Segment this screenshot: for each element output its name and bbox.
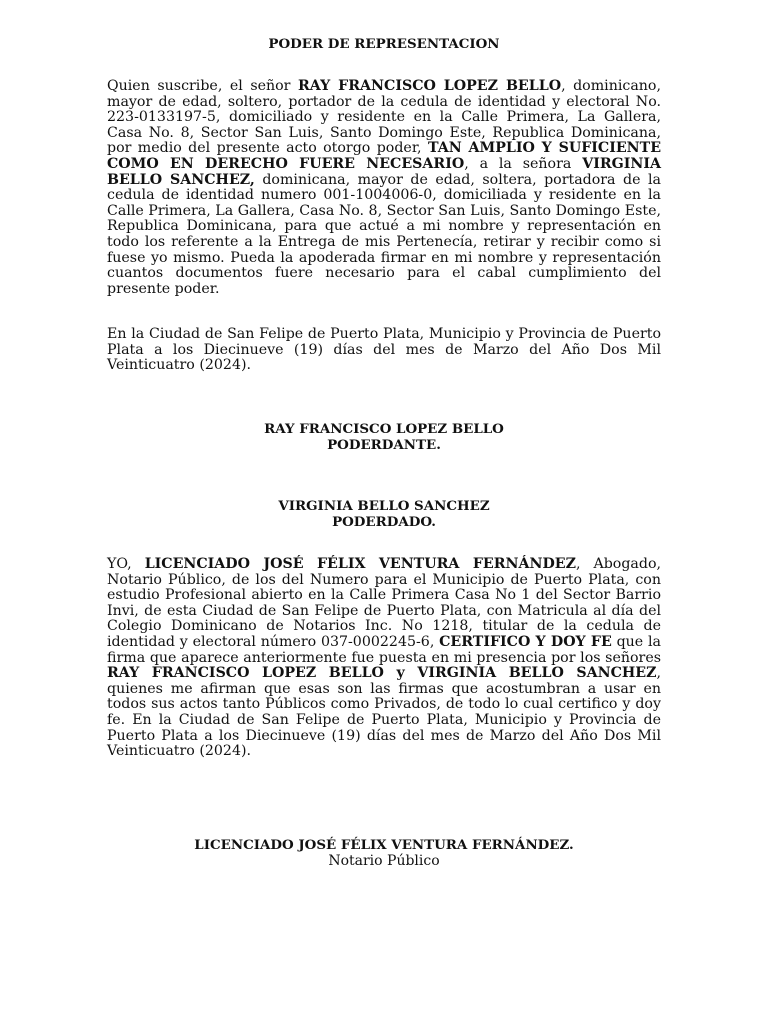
text-run: , quienes me afirman que esas son las firmas que acostumbran a usar en todos sus actos tanto Públicos como Privados, de todo lo cual certifico y doy fe. En la Ciudad de San Felipe de Puerto Plata, Municipio y Provincia de Puerto Plata a los Diecinueve (19) días del mes de Marzo del Año Dos Mil Veinticuatro (2024). (107, 665, 661, 760)
text-run: , Abogado, Notario Público, de los del Numero para el Municipio de Puerto Plata, con estudio Profesional abierto en la Calle Primera Casa No 1 del Sector Barrio Invi, de esta Ciudad de San Felipe de Puerto Plata, con Matricula al día del Colegio Dominicano de Notarios Inc. No 1218, titular de la cedula de identidad y electoral número 037-0002245-6, (107, 556, 661, 650)
power-of-attorney-paragraph (107, 79, 661, 297)
bold-text-run: CERTIFICO Y DOY FE (439, 633, 612, 650)
notary-name: LICENCIADO JOSÉ FÉLIX VENTURA FERNÁNDEZ. (194, 837, 574, 853)
attorney-name: VIRGINIA BELLO SANCHEZ (278, 498, 490, 514)
text-run: En la Ciudad de San Felipe de Puerto Plata, Municipio y Provincia de Puerto Plata a los Diecinueve (19) días del mes de Marzo del Año Dos Mil Veinticuatro (2024). (107, 326, 661, 374)
bold-text-run: VIRGINIA BELLO SANCHEZ, (107, 155, 661, 188)
text-run: Quien suscribe, el señor (107, 78, 298, 94)
signature-block-notary (0, 837, 768, 869)
attorney-role: PODERDADO. (332, 514, 436, 530)
notary-certification-paragraph (107, 557, 661, 760)
bold-text-run: RAY FRANCISCO LOPEZ BELLO y VIRGINIA BELLO SANCHEZ (107, 665, 657, 682)
signature-block-grantor (0, 421, 768, 453)
date-location-paragraph (107, 327, 661, 374)
grantor-name: RAY FRANCISCO LOPEZ BELLO (264, 421, 504, 437)
text-run: dominicana, mayor de edad, soltera, portadora de la cedula de identidad numero 001-1004006-0, domiciliada y residente en la Calle Primera, La Gallera, Casa No. 8, Sector San Luis, Santo Domingo Este, Republica Dominicana, para que actué a mi nombre y representación en todo los referente a la Entrega de mis Pertenecía, retirar y recibir como si fuese yo mismo. Pueda la apoderada firmar en mi nombre y representación cuantos documentos fuere necesario para el cabal cumplimiento del presente poder. (107, 171, 661, 297)
grantor-role: PODERDANTE. (327, 437, 441, 453)
text-run: que la firma que aparece anteriormente fue puesta en mi presencia por los señores (107, 633, 661, 666)
signature-block-attorney (0, 498, 768, 530)
text-run: , a la señora (464, 155, 583, 172)
text-run: , dominicano, mayor de edad, soltero, portador de la cedula de identidad y electoral No. 223-0133197-5, domiciliado y residente en la Calle Primera, La Gallera, Casa No. 8, Sector San Luis, Santo Domingo Este, Republica Dominicana, por medio del presente acto otorgo poder, (107, 78, 661, 157)
notary-role: Notario Público (328, 853, 440, 869)
bold-text-run: LICENCIADO JOSÉ FÉLIX VENTURA FERNÁNDEZ (144, 556, 576, 572)
document-title: PODER DE REPRESENTACION (268, 36, 500, 52)
bold-text-run: RAY FRANCISCO LOPEZ BELLO (298, 78, 562, 94)
bold-text-run: TAN AMPLIO Y SUFICIENTE COMO EN DERECHO FUERE NECESARIO (107, 140, 662, 172)
text-run: YO, (107, 556, 145, 572)
